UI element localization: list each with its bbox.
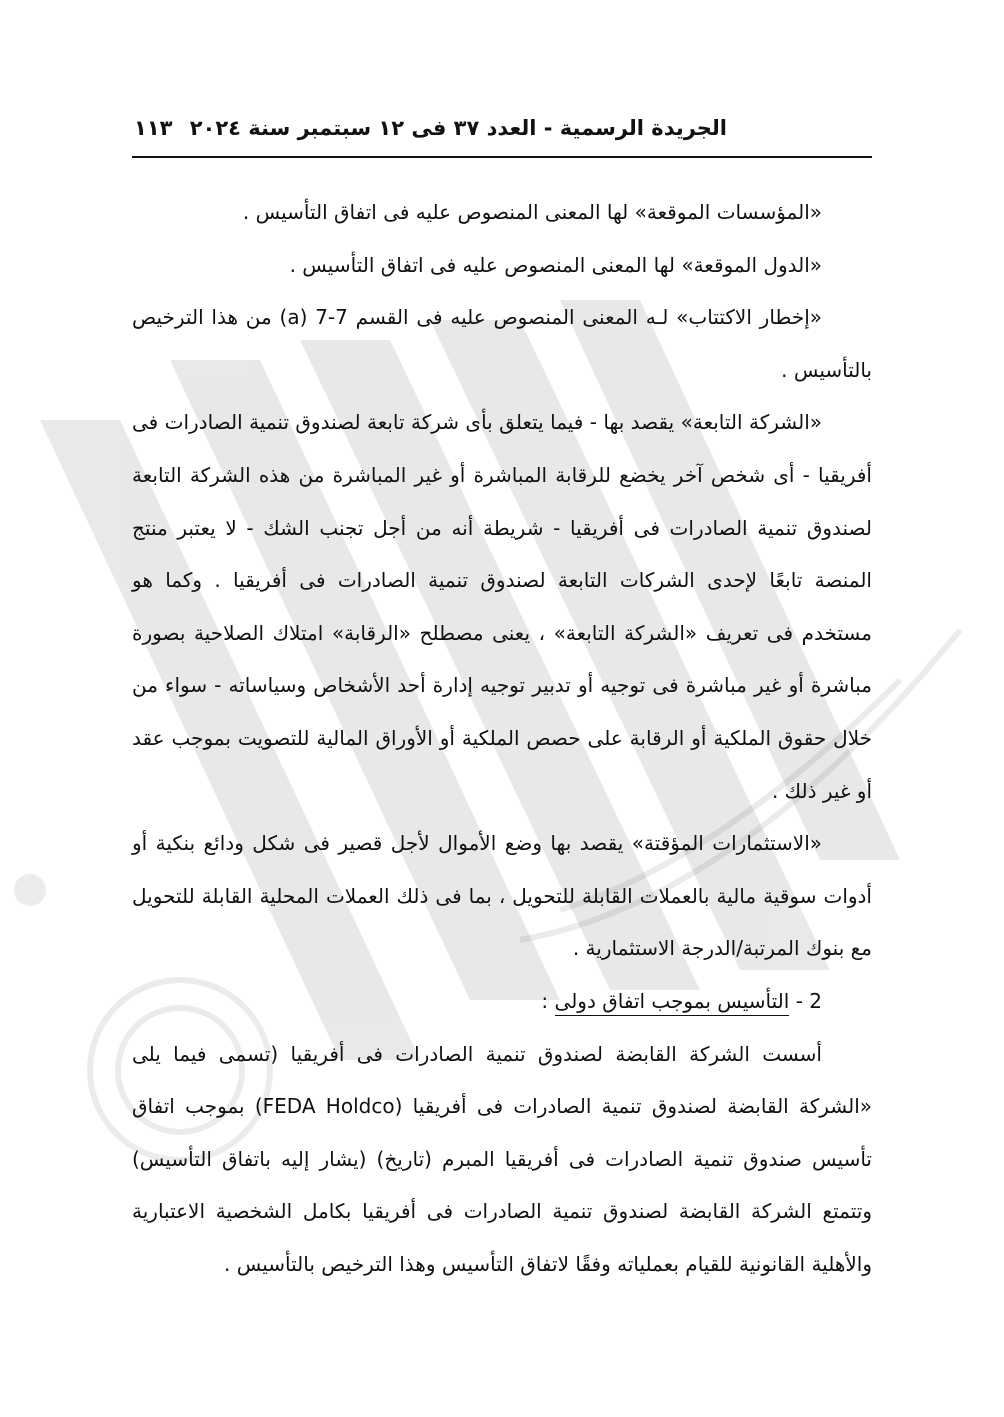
definition-paragraph: «المؤسسات الموقعة» لها المعنى المنصوص عليه فى اتفاق التأسيس .	[242, 200, 822, 224]
definition-paragraph: «إخطار الاكتتاب» لـه المعنى المنصوص عليه فى القسم 7-7 (a) من هذا الترخيص بالتأسيس .	[132, 305, 872, 382]
section-colon: :	[541, 988, 549, 1013]
document-body	[132, 186, 872, 1290]
page-number: ١١٣	[134, 116, 173, 140]
page-header	[132, 112, 872, 152]
body-paragraph: أسست الشركة القابضة لصندوق تنمية الصادرات فى أفريقيا (تسمى فيما يلى «الشركة القابضة لصندوق تنمية الصادرات فى أفريقيا (FEDA Holdco) بموجب اتفاق تأسيس صندوق تنمية الصادرات فى أفريقيا المبرم (تاريخ) (يشار إليه باتفاق التأسيس) وتتمتع الشركة القابضة لصندوق تنمية الصادرات فى أفريقيا بكامل الشخصية الاعتبارية والأهلية القانونية للقيام بعملياته وفقًا لاتفاق التأسيس وهذا الترخيص بالتأسيس .	[132, 1041, 873, 1276]
section-heading	[132, 975, 872, 1028]
section-title: التأسيس بموجب اتفاق دولى	[555, 989, 790, 1016]
definition-paragraph: «الشركة التابعة» يقصد بها - فيما يتعلق بأى شركة تابعة لصندوق تنمية الصادرات فى أفريقيا - أى شخص آخر يخضع للرقابة المباشرة أو غير المباشرة من هذه الشركة التابعة لصندوق تنمية الصادرات فى أفريقيا - شريطة أنه من أجل تجنب الشك - لا يعتبر منتج المنصة تابعًا لإحدى الشركات التابعة لصندوق تنمية الصادرات فى أفريقيا . وكما هو مستخدم فى تعريف «الشركة التابعة» ، يعنى مصطلح «الرقابة» امتلاك الصلاحية بصورة مباشرة أو غير مباشرة فى توجيه أو تدبير توجيه إدارة أحد الأشخاص وسياساته - سواء من خلال حقوق الملكية أو الرقابة على حصص الملكية أو الأوراق المالية للتصويت بموجب عقد أو غير ذلك .	[132, 410, 872, 803]
definition-paragraph: «الدول الموقعة» لها المعنى المنصوص عليه فى اتفاق التأسيس .	[289, 252, 822, 277]
definition-paragraph: «الاستثمارات المؤقتة» يقصد بها وضع الأموال لأجل قصير فى شكل ودائع بنكية أو أدوات سوقية مالية بالعملات القابلة للتحويل ، بما فى ذلك العملات المحلية القابلة للتحويل مع بنوك المرتبة/الدرجة الاستثمارية .	[132, 831, 872, 961]
section-number: 2 -	[795, 988, 822, 1013]
header-divider	[132, 156, 872, 158]
gazette-title: الجريدة الرسمية - العدد ٣٧ فى ١٢ سبتمبر سنة ٢٠٢٤	[189, 116, 727, 140]
